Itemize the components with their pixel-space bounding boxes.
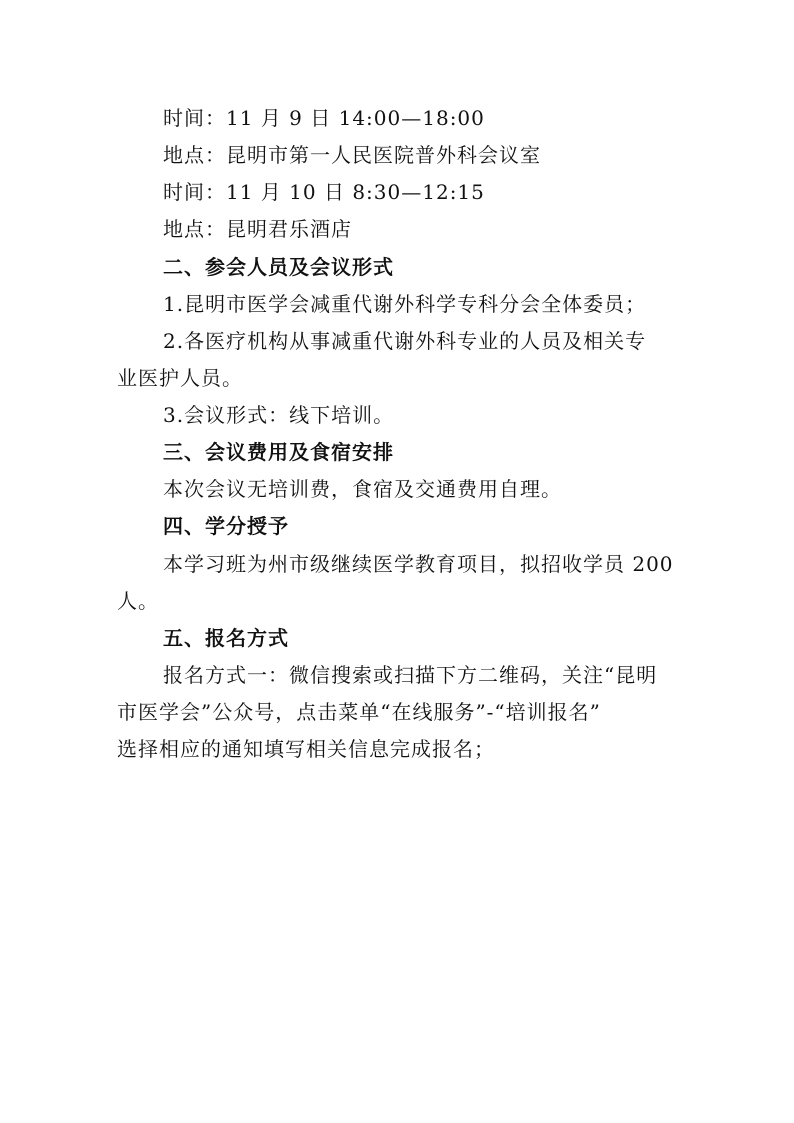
section-3-heading: 三、会议费用及食宿安排 <box>163 440 394 464</box>
section-4-heading: 四、学分授予 <box>163 514 289 538</box>
schedule-place-2: 地点：昆明君乐酒店 <box>163 217 352 241</box>
section-5-body-line-3: 选择相应的通知填写相关信息完成报名； <box>117 737 495 761</box>
section-2-item-2-line-2: 业医护人员。 <box>117 366 243 390</box>
section-4-body-line-1: 本学习班为州市级继续医学教育项目，拟招收学员 200 <box>163 552 674 576</box>
schedule-place-1: 地点：昆明市第一人民医院普外科会议室 <box>163 143 541 167</box>
section-2-item-1: 1.昆明市医学会减重代谢外科学专科分会全体委员； <box>163 292 647 316</box>
section-2-heading: 二、参会人员及会议形式 <box>163 255 394 279</box>
section-2-item-3: 3.会议形式：线下培训。 <box>163 403 395 427</box>
schedule-time-1: 时间：11 月 9 日 14:00—18:00 <box>163 106 485 130</box>
section-3-body: 本次会议无培训费，食宿及交通费用自理。 <box>163 477 562 501</box>
section-5-body-line-1: 报名方式一：微信搜索或扫描下方二维码，关注“昆明 <box>163 663 658 687</box>
section-5-body-line-2: 市医学会”公众号，点击菜单“在线服务”-“培训报名” <box>117 700 601 724</box>
schedule-time-2: 时间：11 月 10 日 8:30—12:15 <box>163 180 485 204</box>
section-2-item-2-line-1: 2.各医疗机构从事减重代谢外科专业的人员及相关专 <box>163 329 647 353</box>
section-4-body-line-2: 人。 <box>117 589 159 613</box>
section-5-heading: 五、报名方式 <box>163 626 289 650</box>
